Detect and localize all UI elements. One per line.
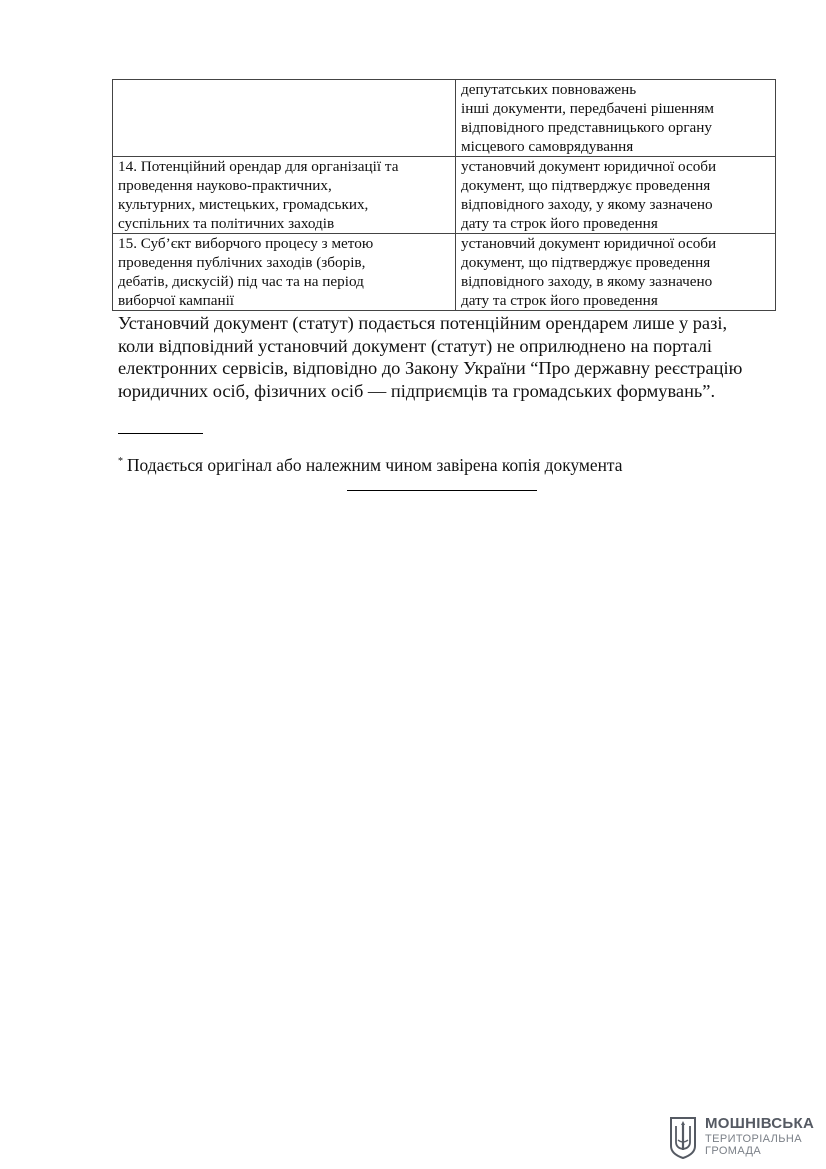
table-row (113, 80, 776, 157)
logo-subtitle: ГРОМАДА (705, 1145, 762, 1157)
cell-line: виборчої кампанії (118, 292, 235, 309)
cell-line: установчий документ юридичної особи (461, 235, 717, 252)
note-line: юридичних осіб, фізичних осіб — підприємців та громадських формувань”. (118, 380, 716, 401)
table-cell-documents (456, 234, 776, 311)
cell-line: дату та строк його проведення (461, 215, 658, 232)
cell-line: відповідного заходу, в якому зазначено (461, 273, 713, 290)
end-of-document-line (347, 490, 537, 491)
cell-line: суспільних та політичних заходів (118, 215, 335, 232)
table-cell-documents (456, 80, 776, 157)
table-cell-applicant (113, 157, 456, 234)
cell-line: дату та строк його проведення (461, 292, 658, 309)
cell-line: проведення науково-практичних, (118, 177, 332, 194)
cell-line: установчий документ юридичної особи (461, 158, 717, 175)
table-cell-documents (456, 157, 776, 234)
cell-line: документ, що підтверджує проведення (461, 177, 711, 194)
table-cell-applicant (113, 234, 456, 311)
table-row (113, 234, 776, 311)
cell-line: культурних, мистецьких, громадських, (118, 196, 369, 213)
table-cell-applicant (113, 80, 456, 157)
table-row (113, 157, 776, 234)
footnote-text: Подається оригінал або належним чином завірена копія документа (127, 455, 623, 475)
cell-line: проведення публічних заходів (зборів, (118, 254, 366, 271)
community-logo (666, 1114, 815, 1162)
trident-icon (666, 1116, 700, 1160)
note-line: електронних сервісів, відповідно до Закону України “Про державну реєстрацію (118, 358, 743, 378)
cell-line: депутатських повноважень (461, 81, 637, 98)
statute-note (118, 312, 778, 402)
cell-line: дебатів, дискусій) під час та на період (118, 273, 364, 290)
cell-line: 15. Суб’єкт виборчого процесу з метою (118, 235, 374, 252)
note-line: коли відповідний установчий документ (статут) не оприлюднено на порталі (118, 335, 712, 356)
footnote (118, 451, 622, 476)
note-line: Установчий документ (статут) подається потенційним орендарем лише у разі, (118, 313, 728, 333)
logo-title: МОШНІВСЬКА (705, 1115, 815, 1132)
cell-line: місцевого самоврядування (461, 138, 634, 155)
logo-subtitle: ТЕРИТОРІАЛЬНА (705, 1133, 802, 1145)
cell-line: відповідного представницького органу (461, 119, 713, 136)
cell-line: інші документи, передбачені рішенням (461, 100, 714, 117)
footnote-separator (118, 433, 203, 434)
requirements-table (112, 79, 776, 311)
cell-line: відповідного заходу, у якому зазначено (461, 196, 713, 213)
cell-line: 14. Потенційний орендар для організації та (118, 158, 399, 175)
footnote-marker: * (118, 456, 123, 467)
cell-line: документ, що підтверджує проведення (461, 254, 711, 271)
